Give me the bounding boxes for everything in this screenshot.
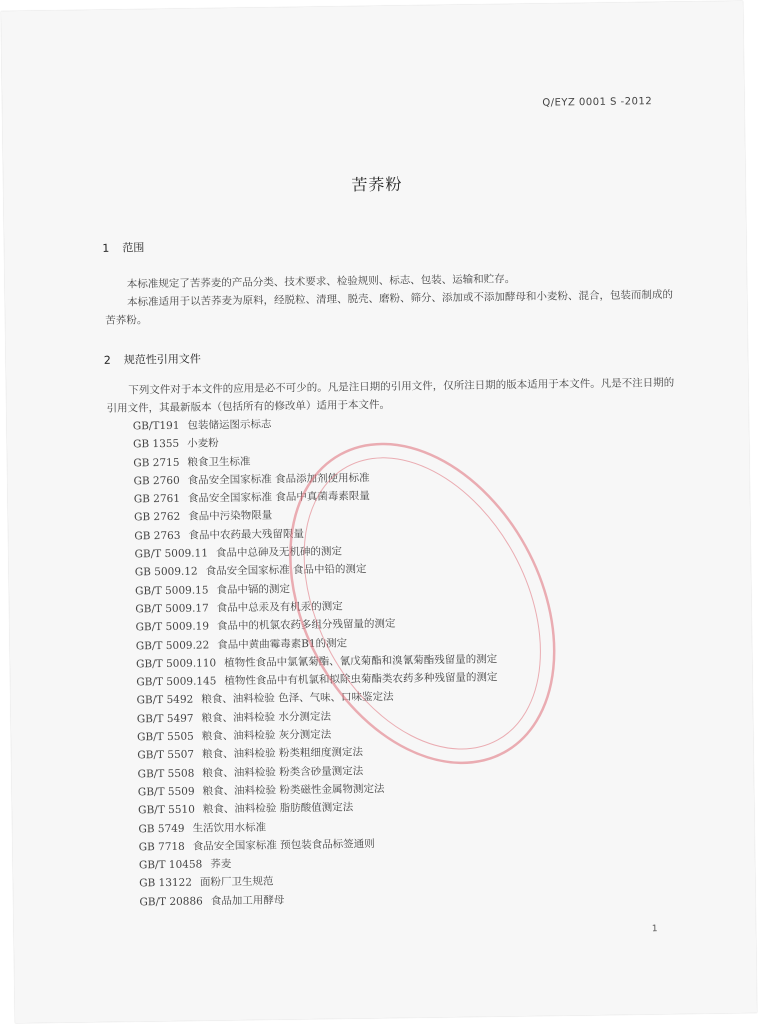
reference-code: GB/T 5009.19 [135, 620, 210, 634]
section-number: 2 [103, 353, 111, 367]
reference-code: GB 13122 [139, 877, 193, 890]
section-scope-body [105, 268, 678, 330]
reference-code: GB 5009.12 [134, 565, 198, 579]
reference-code: GB/T 5009.110 [136, 657, 217, 671]
reference-title: 植物性食品中氯氰菊酯、氰戊菊酯和溴氰菊酯残留量的测定 [224, 653, 498, 670]
reference-title: 食品中农药最大残留限量 [188, 527, 305, 542]
reference-title: 粮食、油料检验 色泽、气味、口味鉴定法 [201, 691, 394, 706]
reference-title: 粮食、油料检验 水分测定法 [201, 710, 331, 725]
reference-title: 包装储运图示标志 [187, 418, 272, 432]
reference-code: GB/T 5009.11 [134, 547, 209, 561]
reference-title: 生活饮用水标准 [192, 821, 267, 835]
paragraph: 本标准适用于以苦荞麦为原料，经脱粒、清理、脱壳、磨粉、筛分、添加或不添加酵母和小麦粉、混合，包装而制成的苦荞粉。 [105, 288, 674, 327]
reference-code: GB 2761 [133, 492, 181, 506]
paragraph: 本标准规定了苦荞麦的产品分类、技术要求、检验规则、标志、包装、运输和贮存。 [126, 273, 516, 291]
reference-code: GB/T191 [132, 419, 180, 433]
document-page [1, 1, 757, 1023]
reference-title: 小麦粉 [187, 437, 219, 450]
reference-title: 食品中总砷及无机砷的测定 [215, 545, 343, 560]
paragraph: 下列文件对于本文件的应用是必不可少的。凡是注日期的引用文件，仅所注日期的版本适用于本文件。凡是不注日期的引用文件，其最新版本（包括所有的修改单）适用于本文件。 [106, 376, 675, 415]
reference-code: GB/T 5009.145 [136, 675, 217, 689]
reference-code: GB/T 5510 [138, 803, 195, 817]
reference-title: 食品安全国家标准 预包装食品标签通则 [192, 837, 375, 853]
reference-code: GB 2763 [134, 529, 181, 543]
reference-code: GB/T 5505 [137, 730, 194, 744]
reference-title: 食品安全国家标准 食品中真菌毒素限量 [187, 490, 370, 505]
reference-item [139, 888, 500, 911]
reference-title: 食品安全国家标准 食品添加剂使用标准 [187, 472, 370, 487]
reference-title: 粮食、油料检验 粉类磁性金属物测定法 [202, 782, 385, 798]
reference-code: GB/T 5507 [137, 748, 195, 762]
reference-title: 食品中总汞及有机汞的测定 [216, 600, 343, 615]
standard-code: Q/EYZ 0001 S -2012 [542, 96, 653, 109]
reference-code: GB/T 5509 [137, 785, 195, 799]
reference-code: GB 2762 [133, 511, 181, 524]
document-title: 苦荞粉 [351, 174, 403, 195]
reference-code: GB/T 5492 [136, 694, 194, 707]
section-heading-scope [102, 239, 144, 256]
reference-code: GB/T 5009.22 [135, 638, 210, 652]
section-number: 1 [102, 241, 110, 255]
reference-list [133, 412, 501, 911]
reference-title: 食品中镉的测定 [216, 582, 291, 596]
reference-title: 面粉厂卫生规范 [199, 875, 274, 889]
reference-title: 粮食、油料检验 粉类含砂量测定法 [202, 764, 364, 780]
reference-code: GB/T 10458 [138, 858, 203, 872]
reference-title: 植物性食品中有机氯和拟除虫菊酯类农药多种残留量的测定 [224, 671, 498, 688]
reference-title: 粮食、油料检验 灰分测定法 [201, 728, 332, 743]
reference-code: GB 2715 [133, 456, 180, 470]
section-references-body [106, 374, 678, 418]
reference-code: GB 2760 [133, 474, 180, 488]
section-heading-references [104, 350, 201, 367]
reference-code: GB/T 5009.17 [135, 602, 209, 616]
reference-code: GB/T 20886 [139, 895, 203, 909]
reference-code: GB/T 5497 [136, 712, 194, 726]
reference-code: GB/T 5009.15 [134, 584, 209, 598]
reference-title: 食品安全国家标准 食品中铅的测定 [205, 563, 367, 578]
reference-title: 食品中污染物限量 [188, 509, 273, 524]
reference-title: 食品中的机氯农药多组分残留量的测定 [216, 618, 396, 633]
reference-code: GB 1355 [132, 438, 180, 451]
reference-title: 食品加工用酵母 [210, 894, 285, 908]
section-title: 范围 [122, 241, 145, 255]
reference-title: 粮食、油料检验 粉类粗细度测定法 [202, 746, 364, 761]
section-title: 规范性引用文件 [123, 352, 201, 367]
reference-title: 粮食、油料检验 脂肪酸值测定法 [202, 801, 354, 816]
reference-title: 粮食卫生标准 [187, 455, 251, 469]
reference-code: GB 5749 [138, 822, 185, 835]
reference-code: GB 7718 [138, 840, 185, 854]
reference-title: 食品中黄曲霉毒素B1的测定 [217, 637, 348, 651]
page-number: 1 [651, 924, 658, 935]
reference-code: GB/T 5508 [137, 767, 195, 781]
reference-title: 荞麦 [210, 858, 232, 871]
